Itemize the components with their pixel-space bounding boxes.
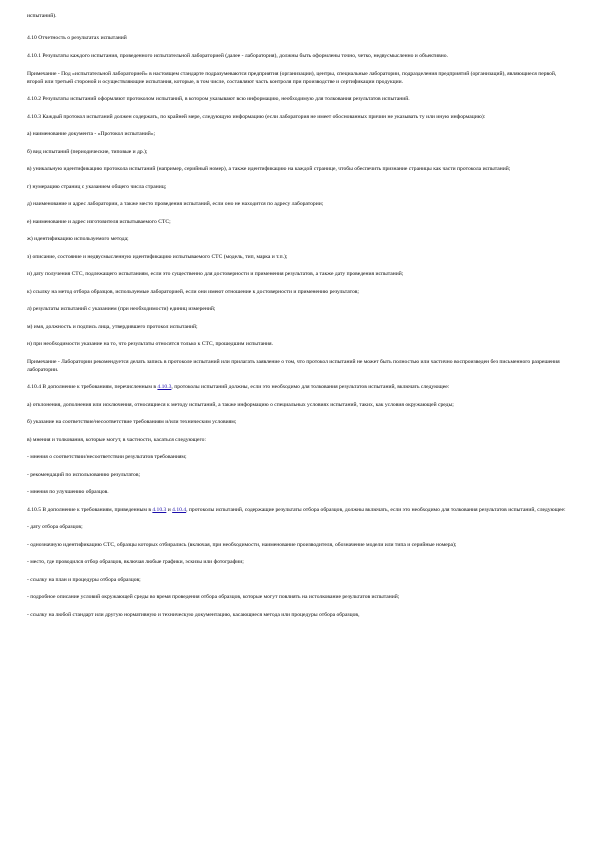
- link-4-10-3[interactable]: 4.10.3: [157, 384, 172, 390]
- list-item: ж) идентификацию используемого метода;: [27, 236, 129, 242]
- paragraph-4-10-2: 4.10.2 Результаты испытаний оформляют протоколом испытаний, в котором указывают всю информацию, необходимую для толкования результатов испытаний.: [27, 96, 410, 102]
- note-paragraph: Примечание - Лаборатории рекомендуется делать запись в протоколе испытаний или прилагать заявление о том, что протокол испытаний не может быть полностью или частично воспроизведен без письменного разрешения лаборатории.: [27, 358, 560, 373]
- text-span: 4.10.5 В дополнение к требованиям, приведенным в: [27, 506, 153, 513]
- list-item: з) описание, состояние и недвусмысленную идентификацию испытываемого СТС (модель, тип, марка и т.п.);: [27, 253, 288, 260]
- dash-item: - рекомендаций по использованию результатов;: [27, 471, 141, 478]
- paragraph-4-10-4: [27, 383, 573, 391]
- list-item: л) результаты испытаний с указанием (при необходимости) единиц измерений;: [27, 306, 216, 312]
- link-4-10-4[interactable]: 4.10.4: [172, 506, 187, 513]
- list-item: б) указание на соответствие/несоответствие требованиям и/или техническим условиям;: [27, 419, 237, 425]
- dash-item: - однозначную идентификацию СТС, образцы которых отбирались (включая, при необходимости, наименование производителя, обозначение модели или типа и серийные номера);: [27, 541, 457, 548]
- dash-item: - место, где проводился отбор образцов, включая любые графики, эскизы или фотографии;: [27, 559, 244, 565]
- text-span: , протоколы испытаний, содержащие результаты отбора образцов, должны включать, если это необходимо для толкования результатов испытаний, следующее:: [186, 506, 566, 513]
- list-item: в) уникальную идентификацию протокола испытаний (например, серийный номер), а также идентификацию на каждой странице, чтобы обеспечить признание страницы как части протокола испытаний;: [27, 166, 511, 172]
- dash-item: - подробное описание условий окружающей среды во время проведения отбора образцов, которые могут повлиять на истолкование результатов испытаний;: [27, 594, 400, 600]
- list-item: к) ссылку на метод отбора образцов, используемые лабораторией, если они имеют отношение к достоверности и применению результатов;: [27, 288, 359, 295]
- list-item: в) мнения и толкования, которые могут, в частности, касаться следующего:: [27, 436, 206, 443]
- text-span: 4.10.4 В дополнение к требованиям, перечисленным в: [27, 384, 158, 390]
- dash-item: - ссылку на любой стандарт или другую нормативную и техническую документацию, касающиеся метода или процедуры отбора образцов,: [27, 611, 360, 618]
- dash-item: - мнения по улучшению образцов.: [27, 489, 109, 495]
- paragraph-4-10-1: 4.10.1 Результаты каждого испытания, проведенного испытательной лабораторией (далее - лаборатория), должны быть оформлены точно, четко, недвусмысленно и объективно.: [27, 53, 448, 59]
- list-item: м) имя, должность и подпись лица, утвердившего протокол испытаний;: [27, 323, 198, 330]
- link-4-10-3[interactable]: 4.10.3: [152, 506, 167, 513]
- list-item: а) отклонения, дополнения или исключения, относящиеся к методу испытаний, а также информацию о специальных условиях испытаний, таких, как условия окружающей среды;: [27, 401, 454, 408]
- list-item: д) наименование и адрес лаборатории, а также место проведения испытаний, если оно не находится по адресу лаборатории;: [27, 201, 324, 207]
- text-span: , протоколы испытаний должны, если это необходимо для толкования результатов испытаний, включать следующее:: [171, 384, 450, 390]
- list-item: а) наименование документа - «Протокол испытаний»;: [27, 131, 156, 137]
- dash-item: - мнения о соответствии/несоответствии результатов требованиям;: [27, 454, 187, 460]
- paragraph-4-10-5: [27, 506, 573, 514]
- dash-item: - дату отбора образцов;: [27, 524, 83, 530]
- document-page: [27, 0, 573, 842]
- list-item: б) вид испытаний (периодические, типовые и др.);: [27, 148, 148, 155]
- dash-item: - ссылку на план и процедуры отбора образцов;: [27, 576, 141, 583]
- text-span: и: [166, 506, 173, 513]
- list-item: е) наименование и адрес изготовителя испытываемого СТС;: [27, 218, 171, 225]
- list-item: и) дату получения СТС, подлежащего испытаниям, если это существенно для достоверности и применения результатов, а также дату проведения испытаний;: [27, 271, 404, 277]
- text-fragment: испытаний).: [27, 13, 57, 19]
- list-item: н) при необходимости указание на то, что результаты относятся только к СТС, прошедшим испытания.: [27, 341, 274, 347]
- section-heading: 4.10 Отчетность о результатах испытаний: [27, 35, 127, 41]
- paragraph-4-10-3: 4.10.3 Каждый протокол испытаний должен содержать, по крайней мере, следующую информацию (если лаборатория не имеет обоснованных причин не указывать ту или иную информацию):: [27, 113, 486, 120]
- note-paragraph: Примечание - Под «испытательной лабораторией» в настоящем стандарте подразумеваются предприятия (организации), центры, специальные лаборатории, подразделения предприятий (организаций), являющиеся первой, второй или третьей стороной и осуществляющие испытания, которые, в том числе, составляют часть контроля при производстве и сертификации продукции.: [27, 70, 557, 85]
- list-item: г) нумерацию страниц с указанием общего числа страниц;: [27, 183, 167, 190]
